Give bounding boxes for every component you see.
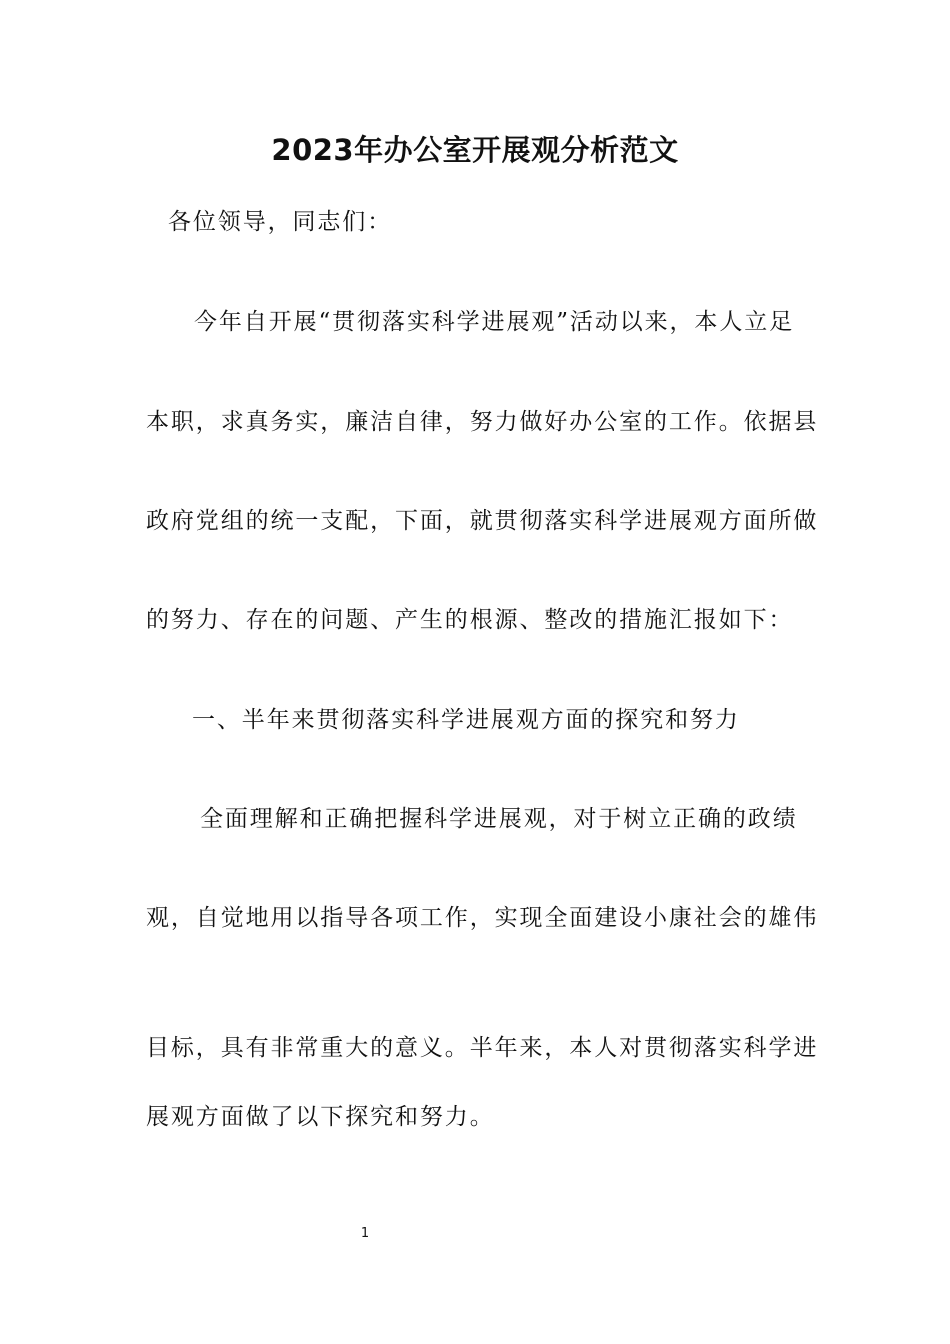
- paragraph-line: 今年自开展“贯彻落实科学进展观”活动以来，本人立足: [194, 309, 795, 335]
- paragraph-line: 本职，求真务实，廉洁自律，努力做好办公室的工作。依据县: [146, 409, 819, 435]
- section-heading: 一、半年来贯彻落实科学进展观方面的探究和努力: [192, 707, 740, 733]
- salutation-line: 各位领导，同志们：: [168, 209, 393, 235]
- paragraph-line: 目标，具有非常重大的意义。半年来，本人对贯彻落实科学进: [146, 1035, 819, 1061]
- paragraph-line: 展观方面做了以下探究和努力。: [146, 1104, 495, 1130]
- paragraph-line: 观，自觉地用以指导各项工作，实现全面建设小康社会的雄伟: [146, 905, 819, 931]
- page-number: 1: [360, 1226, 370, 1241]
- paragraph-line: 的努力、存在的问题、产生的根源、整改的措施汇报如下：: [146, 607, 794, 633]
- paragraph-line: 政府党组的统一支配，下面，就贯彻落实科学进展观方面所做: [146, 508, 819, 534]
- document-title: 2023年办公室开展观分析范文: [271, 133, 679, 167]
- paragraph-line: 全面理解和正确把握科学进展观，对于树立正确的政绩: [200, 806, 798, 832]
